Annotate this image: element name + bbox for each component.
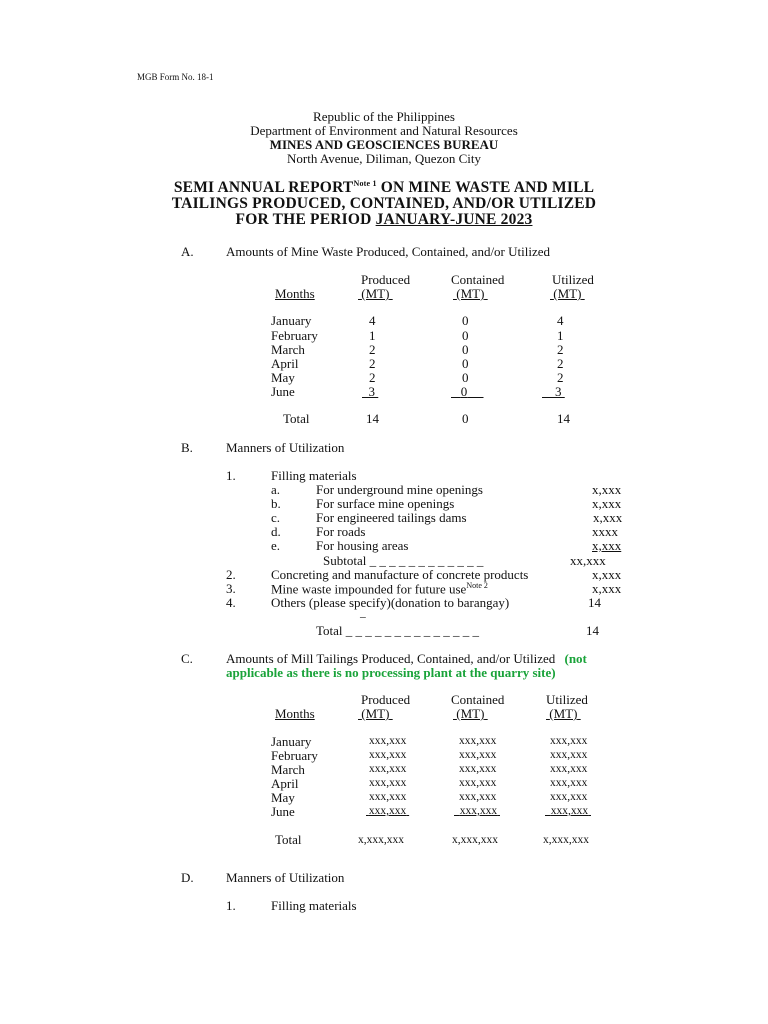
section-a-heading: Amounts of Mine Waste Produced, Contained, and/or Utilized [226, 244, 551, 259]
table-cell-produced: 4 [369, 313, 376, 328]
total-contained: 0 [462, 411, 469, 426]
table-cell-produced: xxx,xxx [369, 763, 407, 775]
table-row-month: April [271, 776, 299, 791]
table-cell-produced: xxx,xxx [369, 749, 407, 761]
table-cell-contained: xxx,xxx [459, 791, 497, 803]
table-cell-utilized: xxx,xxx [550, 791, 588, 803]
section-d-heading: Manners of Utilization [226, 870, 345, 885]
table-cell-contained: 0 [462, 328, 469, 343]
header-republic: Republic of the Philippines [313, 109, 455, 124]
table-cell-utilized: 2 [557, 356, 564, 371]
total-utilized: x,xxx,xxx [543, 834, 589, 846]
table-cell-contained: xxx,xxx [459, 735, 497, 747]
unit-contained: (MT) [456, 706, 485, 721]
report-title-line2: TAILINGS PRODUCED, CONTAINED, AND/OR UTILIZED [171, 195, 597, 212]
list-subitem-value: x,xxx [592, 496, 622, 511]
total-value: 14 [586, 623, 599, 638]
table-cell-contained: xxx,xxx [459, 805, 498, 817]
table-cell-produced: xxx,xxx [368, 805, 407, 817]
table-cell-produced: 2 [369, 370, 376, 385]
table-cell-produced: 2 [369, 342, 376, 357]
total-label: Total [283, 411, 310, 426]
table-cell-produced: 2 [369, 356, 376, 371]
list-subitem: For engineered tailings dams [316, 510, 467, 525]
list-item-number: 1. [226, 468, 236, 483]
col-contained: Contained [451, 272, 505, 287]
table-cell-utilized: xxx,xxx [550, 749, 588, 761]
table-cell-produced: xxx,xxx [369, 735, 407, 747]
table-cell-utilized: xxx,xxx [550, 735, 588, 747]
total-produced: 14 [366, 411, 379, 426]
section-c-heading: Amounts of Mill Tailings Produced, Contained, and/or Utilized (not [226, 651, 587, 666]
header-bureau: MINES AND GEOSCIENCES BUREAU [269, 137, 499, 152]
table-row-month: June [271, 384, 295, 399]
table-row-month: May [271, 790, 295, 805]
list-item: Filling materials [271, 468, 357, 483]
list-subitem: For housing areas [316, 538, 409, 553]
unit-produced: (MT) [361, 706, 390, 721]
subtotal-label: Subtotal _ _ _ _ _ _ _ _ _ _ _ _ [323, 553, 484, 568]
table-cell-utilized: 1 [557, 328, 564, 343]
header-address: North Avenue, Diliman, Quezon City [286, 151, 481, 166]
subtotal-value: xx,xxx [570, 553, 606, 568]
unit-contained: (MT) [456, 286, 485, 301]
unit-produced: (MT) [361, 286, 390, 301]
table-row-month: January [271, 313, 312, 328]
table-row-month: April [271, 356, 299, 371]
table-row-month: June [271, 804, 295, 819]
table-cell-produced: xxx,xxx [369, 777, 407, 789]
table-cell-utilized: 3 [555, 384, 562, 399]
table-cell-contained: 0 [462, 342, 469, 357]
table-cell-contained: 0 [460, 384, 468, 399]
list-item-number: 3. [226, 581, 236, 596]
list-subitem-letter: e. [271, 538, 281, 553]
table-cell-utilized: 2 [557, 370, 564, 385]
table-cell-contained: xxx,xxx [459, 763, 497, 775]
list-item-value: x,xxx [592, 581, 622, 596]
report-period: JANUARY-JUNE 2023 [375, 211, 533, 228]
list-item-value: x,xxx [592, 567, 622, 582]
section-a-letter: A. [181, 244, 194, 259]
form-number: MGB Form No. 18-1 [137, 72, 214, 82]
section-b-letter: B. [181, 440, 193, 455]
list-subitem-value: x,xxx [592, 482, 622, 497]
table-cell-utilized: xxx,xxx [550, 763, 588, 775]
total-label: Total [275, 832, 302, 847]
table-cell-produced: xxx,xxx [369, 791, 407, 803]
col-months: Months [275, 706, 315, 721]
unit-utilized: (MT) [553, 286, 582, 301]
list-item: Others (please specify)(donation to barangay) [271, 595, 510, 610]
header-department: Department of Environment and Natural Resources [250, 123, 518, 138]
list-item-value: 14 [588, 595, 601, 610]
unit-utilized: (MT) [549, 706, 578, 721]
table-cell-produced: 3 [368, 384, 375, 399]
section-c-letter: C. [181, 651, 193, 666]
list-item: Mine waste impounded for future use$^{Note 2}$ [271, 581, 488, 597]
col-produced: Produced [361, 272, 411, 287]
table-cell-utilized: xxx,xxx [550, 805, 589, 817]
list-subitem-value: x,xxx [592, 538, 622, 553]
col-months: Months [275, 286, 315, 301]
table-cell-utilized: 4 [557, 313, 564, 328]
list-subitem-letter: b. [271, 496, 281, 511]
list-item: Concreting and manufacture of concrete products [271, 567, 529, 582]
list-subitem: For underground mine openings [316, 482, 483, 497]
list-subitem-letter: a. [271, 482, 281, 497]
table-cell-contained: 0 [462, 356, 469, 371]
table-row-month: January [271, 734, 312, 749]
table-cell-contained: 0 [462, 370, 469, 385]
total-utilized: 14 [557, 411, 570, 426]
table-cell-contained: 0 [462, 313, 469, 328]
table-row-month: February [271, 748, 318, 763]
dash-mark: – [360, 611, 366, 623]
table-cell-utilized: 2 [557, 342, 564, 357]
section-d-letter: D. [181, 870, 194, 885]
list-subitem-value: x,xxx [593, 510, 623, 525]
col-utilized: Utilized [552, 272, 594, 287]
list-item-number: 2. [226, 567, 236, 582]
table-row-month: March [271, 762, 305, 777]
list-subitem: For roads [316, 524, 366, 539]
total-label: Total _ _ _ _ _ _ _ _ _ _ _ _ _ _ [316, 623, 480, 638]
table-cell-contained: xxx,xxx [459, 777, 497, 789]
list-subitem-value: xxxx [592, 524, 618, 539]
table-cell-contained: xxx,xxx [459, 749, 497, 761]
total-contained: x,xxx,xxx [452, 834, 498, 846]
list-subitem-letter: c. [271, 510, 281, 525]
table-row-month: May [271, 370, 295, 385]
list-item-number: 4. [226, 595, 236, 610]
col-contained: Contained [451, 692, 505, 707]
table-row-month: February [271, 328, 318, 343]
list-subitem-letter: d. [271, 524, 281, 539]
table-cell-utilized: xxx,xxx [550, 777, 588, 789]
not-applicable-note-cont: applicable as there is no processing plant at the quarry site) [226, 665, 556, 680]
col-utilized: Utilized [546, 692, 588, 707]
total-produced: x,xxx,xxx [358, 834, 404, 846]
table-cell-produced: 1 [369, 328, 376, 343]
report-title-line3: FOR THE PERIOD JANUARY-JUNE 2023 [235, 211, 533, 228]
col-produced: Produced [361, 692, 411, 707]
list-item-number: 1. [226, 898, 236, 913]
list-subitem: For surface mine openings [316, 496, 455, 511]
table-row-month: March [271, 342, 305, 357]
report-title-line1: SEMI ANNUAL $REPORT^{Note 1}$ ON MINE WASTE AND MILL [173, 179, 595, 197]
not-applicable-note: (not [564, 651, 587, 666]
section-b-heading: Manners of Utilization [226, 440, 345, 455]
list-item: Filling materials [271, 898, 357, 913]
